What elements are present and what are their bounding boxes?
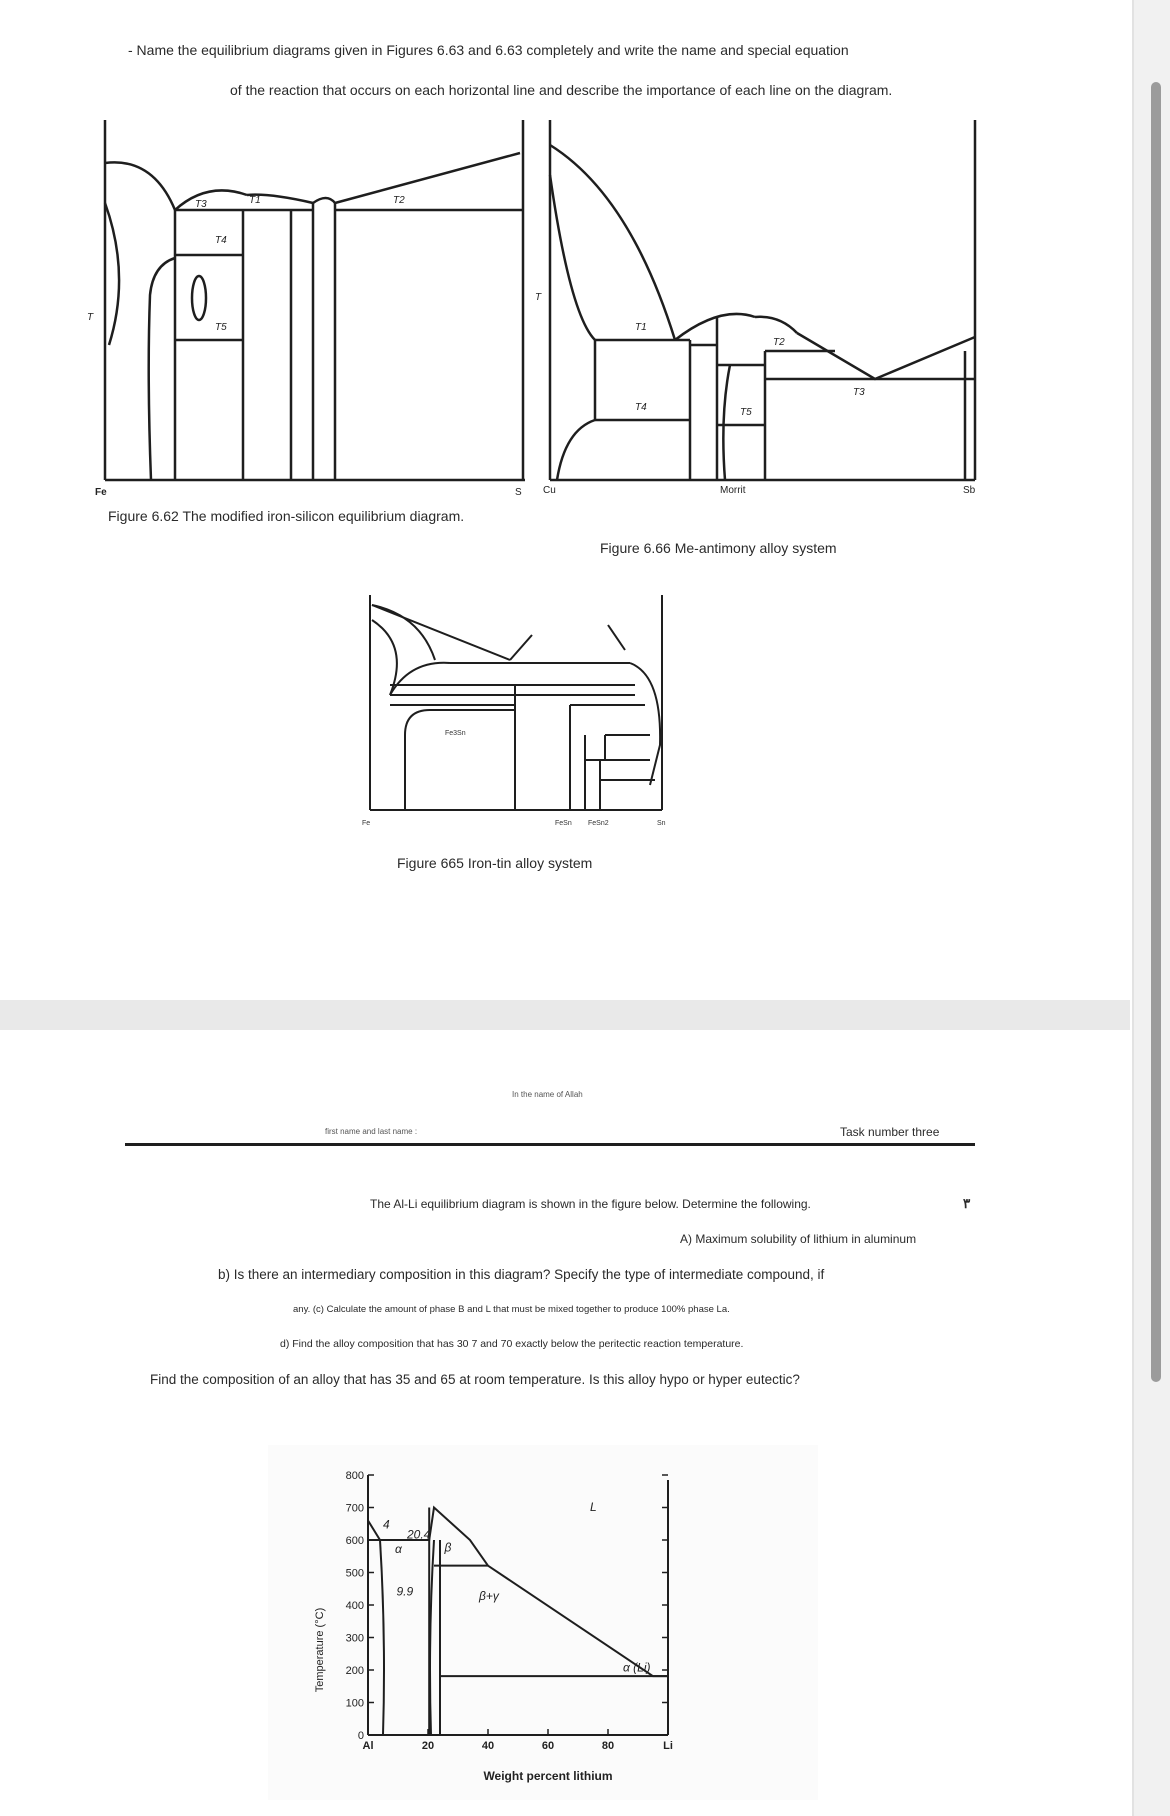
question-a: A) Maximum solubility of lithium in aluminum xyxy=(680,1232,917,1246)
y-tick-label: 600 xyxy=(345,1535,364,1547)
figure-6-65-diagram xyxy=(350,585,680,885)
figure-6-62-diagram xyxy=(87,115,530,500)
question-e: Find the composition of an alloy that has 35 and 65 at room temperature. Is this alloy hypo or hyper eutectic? xyxy=(150,1372,800,1387)
question-c: any. (c) Calculate the amount of phase B and L that must be mixed together to produce 100% phase La. xyxy=(293,1304,730,1315)
fig62-label-t3: T3 xyxy=(195,199,207,210)
name-field-label: first name and last name : xyxy=(325,1127,418,1136)
x-axis-label: Weight percent lithium xyxy=(483,1769,613,1783)
label-beta-gamma: β+γ xyxy=(479,1589,499,1604)
figure-6-66-diagram xyxy=(535,115,990,500)
question-line-2: of the reaction that occurs on each horizontal line and describe the importance of each line on the diagram. xyxy=(230,82,893,98)
fig65-sn-label: Sn xyxy=(657,820,666,827)
figure-6-65-caption: Figure 665 Iron-tin alloy system xyxy=(397,855,593,871)
item-number: ٣ xyxy=(963,1196,971,1211)
fig66-y-label: T xyxy=(535,292,542,303)
y-tick-label: 100 xyxy=(345,1697,364,1710)
figure-6-62-caption: Figure 6.62 The modified iron-silicon equilibrium diagram. xyxy=(108,508,465,524)
fig65-compound-fesn2: FeSn2 xyxy=(588,820,609,827)
question-line-1: - Name the equilibrium diagrams given in Figures 6.63 and 6.63 completely and write the name and special equation xyxy=(128,42,849,58)
fig66-label-t5: T5 xyxy=(740,407,752,418)
y-tick-label: 800 xyxy=(345,1470,364,1482)
x-tick-label: 80 xyxy=(601,1740,615,1752)
question-b: b) Is there an intermediary composition in this diagram? Specify the type of intermediate compound, if xyxy=(218,1267,825,1282)
fig66-cu-label: Cu xyxy=(543,485,556,496)
label-liquid: L xyxy=(590,1499,597,1514)
fig62-label-t2: T2 xyxy=(393,195,405,206)
intro-text: The Al-Li equilibrium diagram is shown in the figure below. Determine the following. xyxy=(370,1197,811,1211)
y-axis-label: Temperature (°C) xyxy=(314,1607,326,1693)
task-number-label: Task number three xyxy=(840,1125,940,1139)
x-tick-label: Al xyxy=(362,1740,374,1752)
fig62-label-t1: T1 xyxy=(249,195,261,206)
label-beta: β xyxy=(444,1540,452,1555)
header-rule xyxy=(125,1143,975,1146)
annotation-20-4: 20.4 xyxy=(407,1527,431,1542)
y-tick-label: 300 xyxy=(345,1632,364,1645)
al-li-phase-diagram xyxy=(268,1445,818,1800)
fig66-x-mark: Morrit xyxy=(720,485,746,496)
annotation-9-9: 9.9 xyxy=(396,1584,414,1599)
fig65-compound-fesn: FeSn xyxy=(555,820,572,827)
fig62-label-t4: T4 xyxy=(215,235,227,246)
fig62-label-t5: T5 xyxy=(215,322,227,333)
y-tick-label: 400 xyxy=(345,1600,364,1612)
page-separator xyxy=(0,1000,1130,1030)
fig65-fe-label: Fe xyxy=(362,820,371,827)
x-tick-label: Li xyxy=(663,1740,673,1752)
fig66-label-t2: T2 xyxy=(773,337,785,348)
header-basmala: In the name of Allah xyxy=(512,1090,583,1099)
fig62-fe-label: Fe xyxy=(95,487,107,498)
x-tick-label: 60 xyxy=(541,1740,555,1752)
annotation-4: 4 xyxy=(383,1517,390,1532)
y-tick-label: 700 xyxy=(345,1502,364,1515)
x-tick-label: 40 xyxy=(481,1740,495,1752)
fig66-label-t3: T3 xyxy=(853,387,865,398)
vertical-scrollbar[interactable] xyxy=(1132,0,1170,1816)
y-tick-label: 200 xyxy=(345,1665,364,1677)
document-page-2 xyxy=(0,1030,1130,1816)
fig65-inner-label: Fe3Sn xyxy=(445,730,466,737)
y-tick-label: 0 xyxy=(357,1730,364,1742)
scrollbar-thumb[interactable] xyxy=(1151,82,1161,1382)
y-tick-label: 500 xyxy=(345,1567,364,1580)
label-alpha: α xyxy=(395,1542,402,1556)
label-alpha-li: α (Li) xyxy=(623,1660,651,1675)
fig62-y-label: T xyxy=(87,312,94,323)
fig66-sb-label: Sb xyxy=(963,485,976,496)
fig66-label-t1: T1 xyxy=(635,322,647,333)
fig62-s-label: S xyxy=(515,487,522,498)
question-d: d) Find the alloy composition that has 30 7 and 70 exactly below the peritectic reaction temperature. xyxy=(280,1338,744,1350)
fig66-label-t4: T4 xyxy=(635,402,647,413)
x-tick-label: 20 xyxy=(421,1740,435,1752)
figure-6-66-caption: Figure 6.66 Me-antimony alloy system xyxy=(600,540,837,556)
